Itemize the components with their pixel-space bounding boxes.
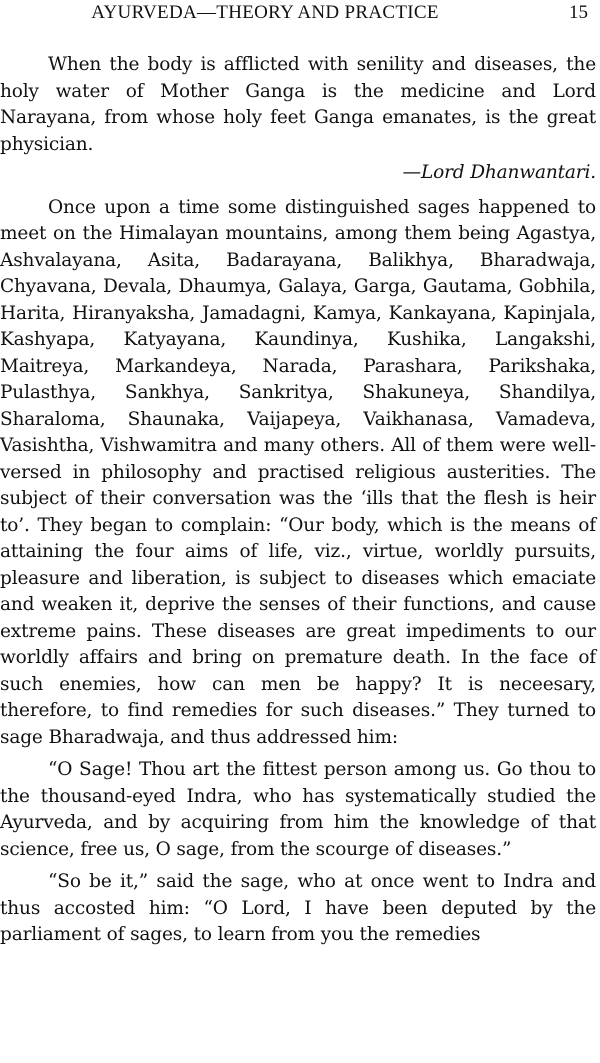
paragraph-request: “O Sage! Thou art the fittest person among us. Go thou to the thousand-eyed Indra, who has systematically studied the Ayurveda, and by acquiring from him the knowledge of that science, free us, O sage, from the scourge of diseases.” <box>0 759 596 860</box>
paragraph-indra: “So be it,” said the sage, who at once went to Indra and thus accosted him: “O Lord, I have been deputed by the parliament of sages, to learn from you the remedies <box>0 871 596 945</box>
running-title: AYURVEDA—THEORY AND PRACTICE <box>91 2 439 23</box>
epigraph-quote: When the body is afflicted with senility and diseases, the holy water of Mother Ganga is the medicine and Lord Narayana, from whose holy feet Ganga emanates, is the great physician. <box>0 54 596 155</box>
body-text <box>0 52 596 949</box>
paragraph-sages: Once upon a time some distinguished sages happened to meet on the Himalayan mountains, among them being Agastya, Ashvalayana, Asita, Badarayana, Balikhya, Bharadwaja, Chyavana, Devala, Dhaumya, Galaya, Garga, Gautama, Gobhila, Harita, Hiranyaksha, Jamadagni, Kamya, Kankayana, Kapinjala, Kashyapa, Katyayana, Kaundinya, Kushika, Langakshi, Maitreya, Markandeya, Narada, Parashara, Parikshaka, Pulasthya, Sankhya, Sankritya, Shakuneya, Shandilya, Sharaloma, Shaunaka, Vaijapeya, Vaikhanasa, Vamadeva, Vasishtha, Vishwamitra and many others. All of them were well-versed in philosophy and practised religious austerities. The subject of their conversation was the ‘ills that the flesh is heir to’. They began to complain: “Our body, which is the means of attaining the four aims of life, viz., virtue, worldly pursuits, pleasure and liberation, is subject to diseases which emaciate and weaken it, deprive the senses of their functions, and cause extreme pains. These diseases are great impediments to our worldly affairs and bring on premature death. In the face of such enemies, how can men be happy? It is neceesary, therefore, to find remedies for such diseases.” They turned to sage Bharadwaja, and thus addressed him: <box>0 196 596 748</box>
running-head <box>0 2 600 24</box>
epigraph-attribution: —Lord Dhanwantari. <box>402 162 596 183</box>
page-number: 15 <box>569 2 588 23</box>
